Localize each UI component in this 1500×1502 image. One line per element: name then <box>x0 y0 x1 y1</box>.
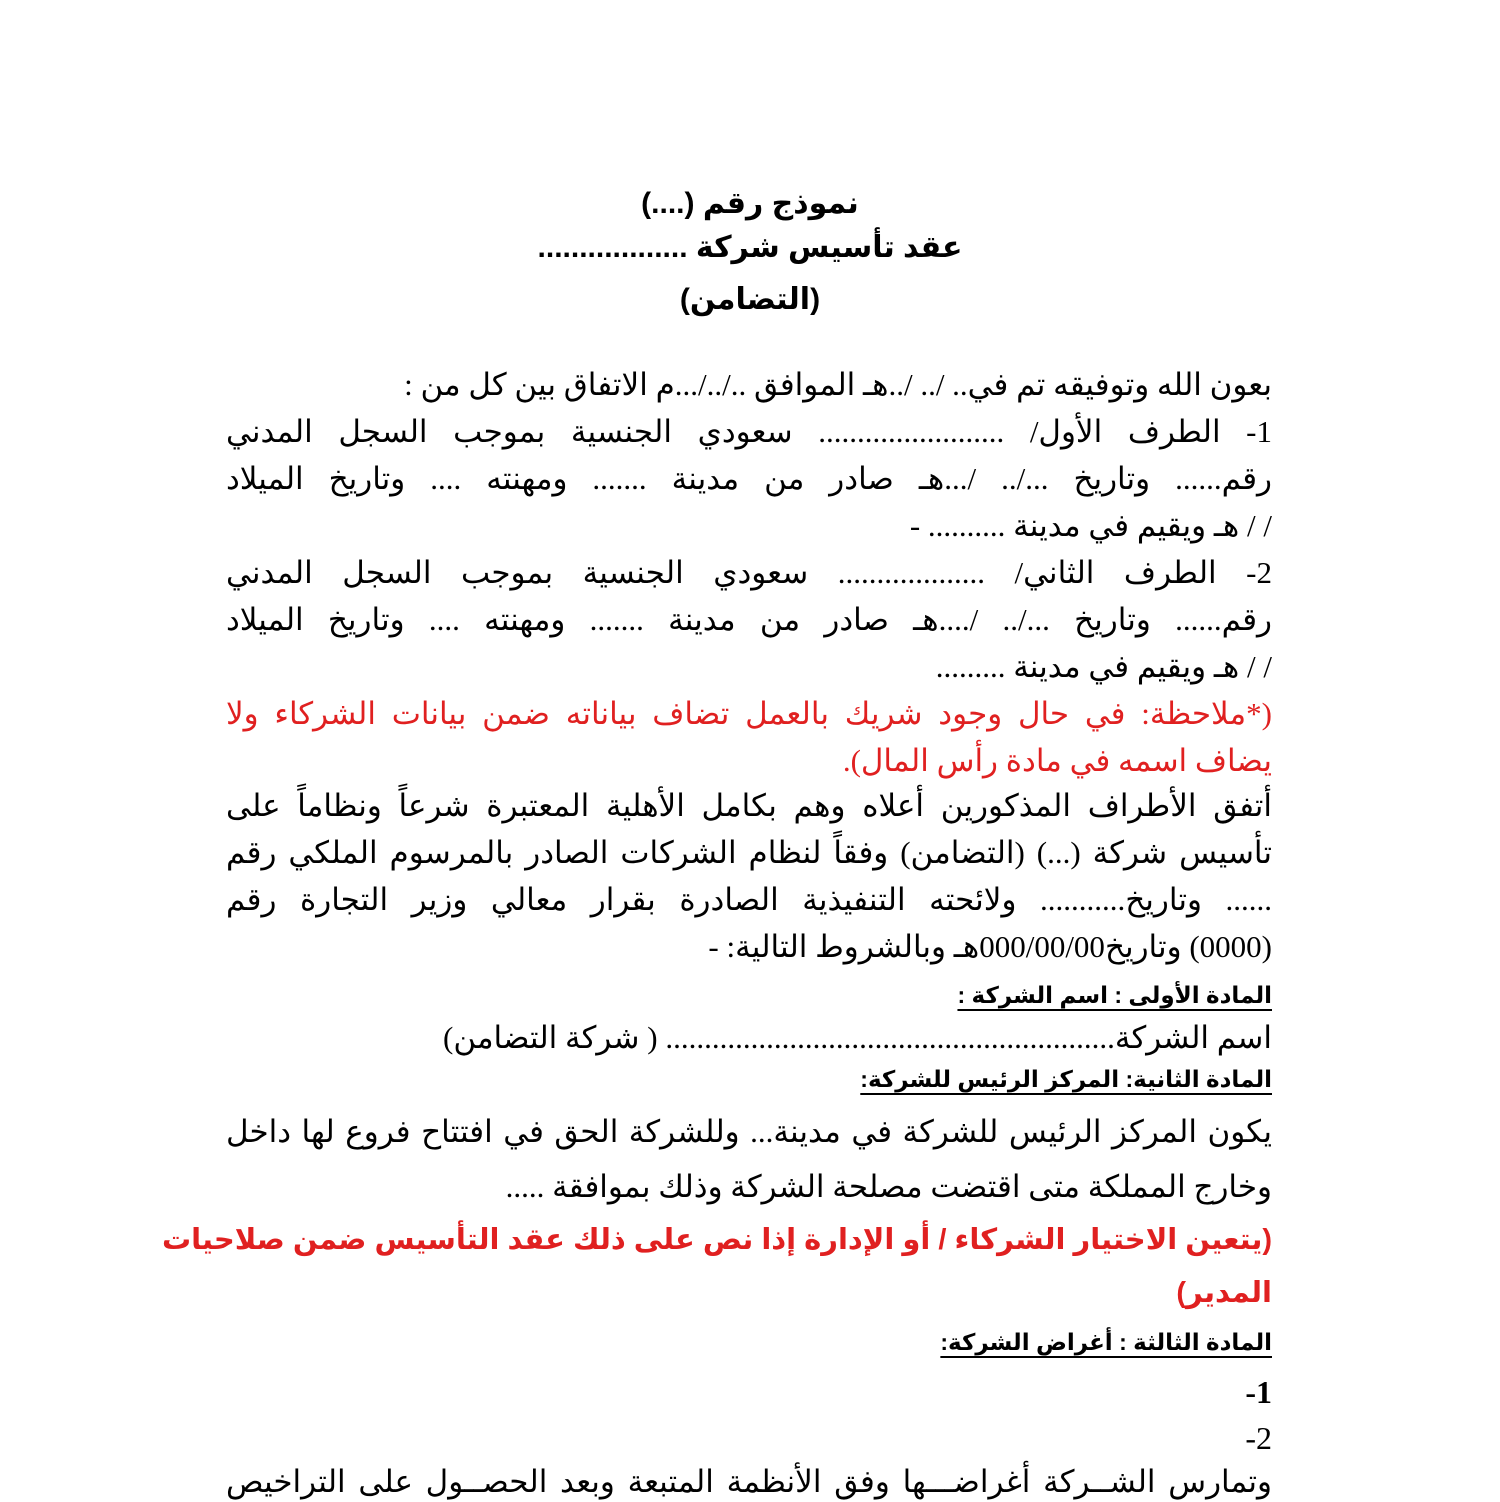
article2-body-line2: وخارج المملكة متى اقتضت مصلحة الشركة وذلك بموافقة ..... <box>505 1169 1272 1204</box>
form-number-title: نموذج رقم (....) <box>641 187 859 220</box>
article1-heading: المادة الأولى : اسم الشركة : <box>957 982 1272 1008</box>
agreement-line1: أتفق الأطراف المذكورين أعلاه وهم بكامل الأهلية المعتبرة شرعاً ونظاماً على <box>226 788 1272 823</box>
party2-line3: / / هـ ويقيم في مدينة ......... <box>935 649 1272 684</box>
agreement-line2: تأسيس شركة (...) (التضامن) وفقاً لنظام الشركات الصادر بالمرسوم الملكي رقم <box>226 835 1272 870</box>
party1-line1: 1- الطرف الأول/ ........................ سعودي الجنسية بموجب السجل المدني <box>226 414 1272 449</box>
preamble-intro: بعون الله وتوفيقه تم في.. /.. /..هـ الموافق ../../...م الاتفاق بين كل من : <box>404 367 1272 402</box>
partner-note-line1: (*ملاحظة: في حال وجود شريك بالعمل تضاف بياناته ضمن بيانات الشركاء ولا <box>226 696 1272 731</box>
company-type-title: (التضامن) <box>679 283 821 316</box>
article2-note-line1: (يتعين الاختيار الشركاء / أو الإدارة إذا نص على ذلك عقد التأسيس ضمن صلاحيات <box>162 1224 1272 1256</box>
article2-heading: المادة الثانية: المركز الرئيس للشركة: <box>860 1066 1272 1092</box>
article2-note-line2: المدير) <box>1176 1277 1272 1309</box>
party2-line2: رقم...... وتاريخ .../.. /....هـ صادر من مدينة ....... ومهنته .... وتاريخ الميلاد <box>226 602 1272 637</box>
article3-item1: -1 <box>1245 1374 1272 1410</box>
party2-line1: 2- الطرف الثاني/ ................... سعودي الجنسية بموجب السجل المدني <box>226 555 1272 590</box>
partner-note-line2: يضاف اسمه في مادة رأس المال). <box>842 743 1272 778</box>
agreement-line4: (0000) وتاريخ000/00/00هـ وبالشروط التالية: - <box>708 929 1272 964</box>
party1-line3: / / هـ ويقيم في مدينة .......... - <box>909 508 1272 543</box>
contract-title: عقد تأسيس شركة .................. <box>537 231 963 264</box>
agreement-line3: ...... وتاريخ........... ولائحته التنفيذية الصادرة بقرار معالي وزير التجارة رقم <box>226 882 1272 917</box>
article3-item2: -2 <box>1245 1420 1272 1456</box>
article3-body-line1: وتمارس الشــركة أغراضـــها وفق الأنظمة المتبعة وبعد الحصــول على التراخيص <box>226 1464 1272 1499</box>
party1-line2: رقم...... وتاريخ .../.. /...هـ صادر من مدينة ....... ومهنته .... وتاريخ الميلاد <box>226 461 1272 496</box>
article1-body: اسم الشركة.......................................................... ( شركة التضامن) <box>443 1020 1272 1055</box>
article3-heading: المادة الثالثة : أغراض الشركة: <box>940 1329 1272 1355</box>
article2-body-line1: يكون المركز الرئيس للشركة في مدينة... وللشركة الحق في افتتاح فروع لها داخل <box>226 1114 1272 1149</box>
